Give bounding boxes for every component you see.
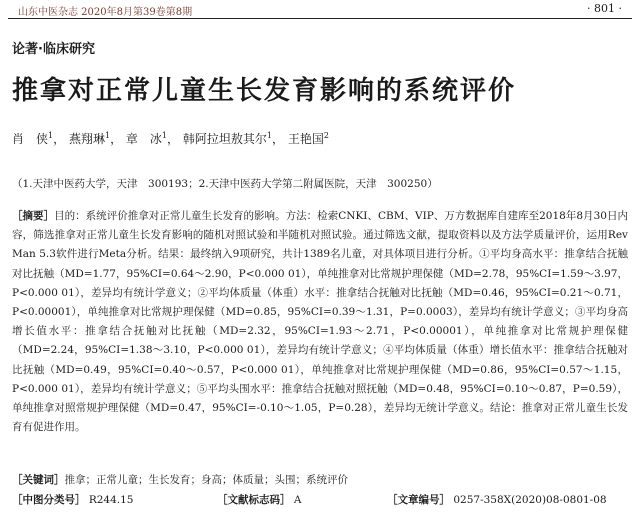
clc-label: ［中图分类号］ <box>12 494 86 506</box>
keywords <box>12 472 628 487</box>
author-separator: ， <box>167 132 180 146</box>
doc-code-value: A <box>293 494 302 506</box>
journal-citation: 山东中医杂志 2020年8月第39卷第8期 <box>18 7 193 18</box>
keywords-label: ［关键词］ <box>12 474 65 486</box>
abstract-text: 目的：系统评价推拿对正常儿童生长发育的影响。方法：检索CNKI、CBM、VIP、万方数据库自建库至2018年8月30日内容，筛选推拿对正常儿童生长发育影响的随机对照试验和半随机对照试验。通过筛选文献，提取资料以及方法学质量评价，运用Rev Man 5.3软件进行Meta分析。结果：最终纳入9项研究，共计1389名儿童，对具体项目进行分析。①平均身高水平：推拿结合抚触对比抚触（MD=1.77，95%CI=0.64～2.90，P<0.000 01），单纯推拿对比常规护理保健（MD=2.78，95%CI=1.59～3.97，P<0.000 01），差异均有统计学意义；②平均体质量（体重）水平：推拿结合抚触对比抚触（MD=0.46，95%CI=0.21～0.71，P<0.00001），单纯推拿对比常规护理保健（MD=0.85，95%CI=0.39～1.31，P=0.0003），差异均有统计学意义；③平均身高增长值水平：推拿结合抚触对比抚触（MD=2.32，95%CI=1.93～2.71，P<0.00001），单纯推拿对比常规护理保健（MD=2.24，95%CI=1.38～3.10，P<0.000 01），差异均有统计学意义；④平均体质量（体重）增长值水平：推拿结合抚触对比抚触（MD=0.49，95%CI=0.40～0.57，P<0.000 01），单纯推拿对比常规护理保健（MD=0.86，95%CI=0.57～1.15，P<0.000 01），差异均有统计学意义；⑤平均头围水平：推拿结合抚触对照抚触（MD=0.48，95%CI=0.10～0.87，P=0.59），单纯推拿对照常规护理保健（MD=0.47，95%CI=-0.10～1.05，P=0.28），差异均无统计学意义。结论：推拿对正常儿童生长发育有促进作用。 <box>12 210 628 434</box>
author-name: 章 冰 <box>125 132 162 146</box>
author-affil-mark: 1 <box>266 131 272 140</box>
clc-value: R244.15 <box>88 494 134 506</box>
article-number-label: ［文章编号］ <box>387 494 450 506</box>
author-name: 肖 侠 <box>12 132 49 146</box>
author-affil-mark: 1 <box>161 131 168 140</box>
paper-title: 推拿对正常儿童生长发育影响的系统评价 <box>12 76 517 106</box>
author-list <box>12 130 329 147</box>
doc-code-label: ［文献标志码］ <box>217 494 291 506</box>
author-affil-mark: 2 <box>323 131 329 140</box>
article-number-field <box>387 492 607 507</box>
keywords-text: 推拿；正常儿童；生长发育；身高；体质量；头围；系统评价 <box>64 474 348 486</box>
author-separator: ， <box>53 132 66 146</box>
author-name: 韩阿拉坦敖其尔 <box>182 132 267 146</box>
abstract <box>12 207 628 437</box>
author-name: 王艳国 <box>287 132 324 146</box>
author-name: 燕翔琳 <box>68 132 105 146</box>
affiliations: （1.天津中医药大学，天津 300193；2.天津中医药大学第二附属医院，天津 300250） <box>12 178 438 190</box>
page-number: · 801 · <box>587 2 622 15</box>
article-number-value: 0257-358X(2020)08-0801-08 <box>453 494 607 506</box>
running-header <box>8 2 632 19</box>
author-separator: ， <box>271 132 284 146</box>
author-affil-mark: 1 <box>48 131 54 140</box>
clc-field <box>12 492 134 507</box>
section-label: 论著·临床研究 <box>12 42 95 57</box>
abstract-label: ［摘要］ <box>12 210 55 222</box>
doc-code-field <box>217 492 301 507</box>
author-separator: ， <box>110 132 123 146</box>
author-affil-mark: 1 <box>104 131 111 140</box>
